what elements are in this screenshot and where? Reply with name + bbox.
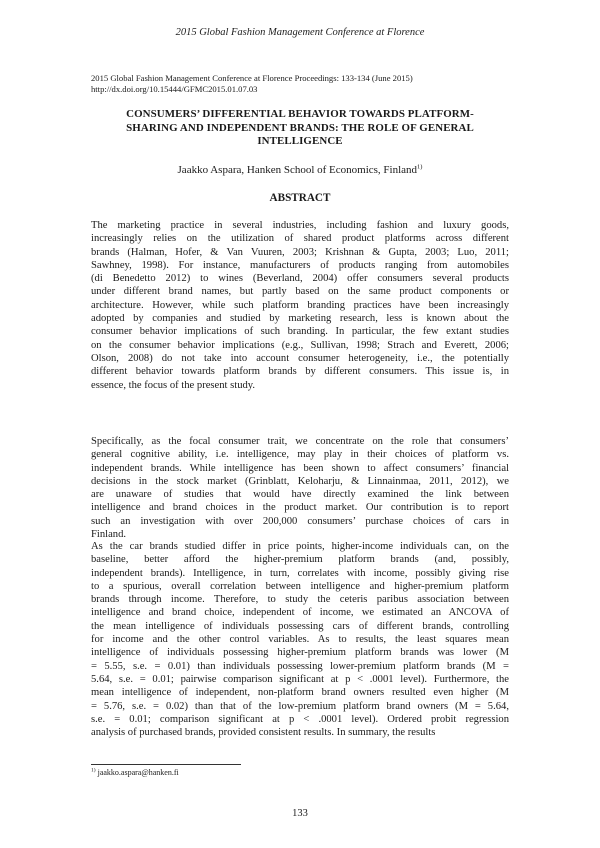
paragraph-line: adopted by companies and studied by marketing research, less is known about the <box>91 313 509 325</box>
paragraph-line: = 5.76, s.e. = 0.02) than that of the low-premium platform brand owners (M = 5.64, <box>91 700 509 712</box>
paragraph-line: As the car brands studied differ in price points, higher-income individuals can, on the <box>91 541 509 552</box>
footnote-mark: 1) <box>91 767 96 774</box>
paragraph-line: different behavior towards platform brands by different consumers. This issue is, in <box>91 366 509 378</box>
paragraph-line: Sawhney, 1998). For instance, manufacturers of products ranging from automobiles <box>91 259 509 271</box>
paragraph-line: to a spurious, overall correlation between intelligence and higher-premium platform <box>91 580 509 592</box>
title-line: CONSUMERS’ DIFFERENTIAL BEHAVIOR TOWARDS PLATFORM- <box>126 108 474 120</box>
page-number: 133 <box>292 808 308 819</box>
paragraph-line: independent brands. While intelligence has been shown to affect consumers’ financial <box>91 462 509 474</box>
title-line: INTELLIGENCE <box>257 135 343 147</box>
paragraph-line: intelligence of individuals possessing higher-premium platform brands was lower (M <box>91 647 509 659</box>
paragraph-line: such an investigation with over 200,000 consumers’ purchase choices of cars in <box>91 515 509 527</box>
paragraph-line: increasingly relies on the utilization of shared product platforms across different <box>91 233 509 245</box>
author-affiliation: Jaakko Aspara, Hanken School of Economics, Finland <box>177 164 418 176</box>
paper-title <box>91 108 509 149</box>
abstract-paragraph-1 <box>91 219 509 392</box>
footnote-separator <box>91 764 241 765</box>
paragraph-line: under different brand names, but partly based on the same product components or <box>91 286 509 298</box>
paragraph-line: = 5.55, s.e. = 0.01) than individuals possessing lower-premium platform brands (M = <box>91 660 509 672</box>
abstract-paragraph-3 <box>91 540 509 739</box>
footnote-marker: 1) <box>417 163 423 171</box>
running-header: 2015 Global Fashion Management Conference at Florence <box>175 27 425 38</box>
title-line: SHARING AND INDEPENDENT BRANDS: THE ROLE OF GENERAL <box>126 121 474 134</box>
abstract-heading: ABSTRACT <box>269 192 331 204</box>
paragraph-line: for income and the other control variables. As to results, the least squares mean <box>91 634 509 646</box>
abstract-paragraph-2 <box>91 435 509 541</box>
paragraph-line: Specifically, as the focal consumer trait, we concentrate on the role that consumers’ <box>91 436 509 447</box>
paragraph-line: independent brands). Intelligence, in turn, correlates with income, possibly giving rise <box>91 567 509 579</box>
paragraph-line: architecture. However, while such platform branding practices have been increasingly <box>91 299 509 311</box>
paragraph-line: consumer behavior implications of such branding. In particular, the few extant studies <box>91 326 509 338</box>
paragraph-line: general cognitive ability, i.e. intelligence, may play in their choices of platform vs. <box>91 449 509 461</box>
paragraph-line: The marketing practice in several industries, including fashion and luxury goods, <box>91 220 509 231</box>
proceedings-line: 2015 Global Fashion Management Conference at Florence Proceedings: 133-134 (June 2015) <box>91 73 413 83</box>
paragraph-line: intelligence and brand choice, independent of income, we estimated an ANCOVA of <box>91 607 509 619</box>
paragraph-line: brands (Halman, Hofer, & Van Vuuren, 2003; Krishnan & Gupta, 2003; Luo, 2011; <box>91 246 509 258</box>
paragraph-line: essence, the focus of the present study. <box>91 379 256 391</box>
footnote <box>91 768 179 777</box>
paragraph-line: Olson, 2008) do not take into account consumer heterogeneity, i.e., the potentially <box>91 352 509 364</box>
paragraph-line: baseline, better afford the higher-premium platform brands (and, possibly, <box>91 554 509 566</box>
paragraph-line: Finland. <box>91 529 127 541</box>
paragraph-line: are unaware of studies that would have directly examined the link between <box>91 489 509 501</box>
author-line <box>0 164 600 176</box>
paragraph-line: intelligence and brand choices in the product market. Our contribution is to report <box>91 502 509 514</box>
paragraph-line: (di Benedetto 2012) to wines (Beverland, 2004) offer consumers several products <box>91 273 509 285</box>
paragraph-line: analysis of purchased brands, provided consistent results. In summary, the results <box>91 727 436 739</box>
paragraph-line: 5.64, s.e. = 0.01; pairwise comparison significant at p < .0001 level). Furthermore, the <box>91 673 509 685</box>
paragraph-line: on the consumer behavior implications (e.g., Sullivan, 1998; Strach and Everett, 2006; <box>91 339 509 351</box>
paragraph-line: decisions in the stock market (Grinblatt, Keloharju, & Linnainmaa, 2011, 2012), we <box>91 475 509 487</box>
paragraph-line: mean intelligence of independent, non-platform brand owners resulted even higher (M <box>91 687 509 699</box>
doi-link[interactable]: http://dx.doi.org/10.15444/GFMC2015.01.07.03 <box>91 84 258 94</box>
paragraph-line: brands through income. Therefore, to study the ceteris paribus association between <box>91 594 509 606</box>
paragraph-line: s.e. = 0.01; comparison significant at p < .0001 level). Ordered probit regression <box>91 713 509 725</box>
paragraph-line: the mean intelligence of individuals possessing cars of different brands, controlling <box>91 620 509 632</box>
proceedings-citation <box>91 73 511 95</box>
footnote-email: jaakko.aspara@hanken.fi <box>95 768 179 777</box>
